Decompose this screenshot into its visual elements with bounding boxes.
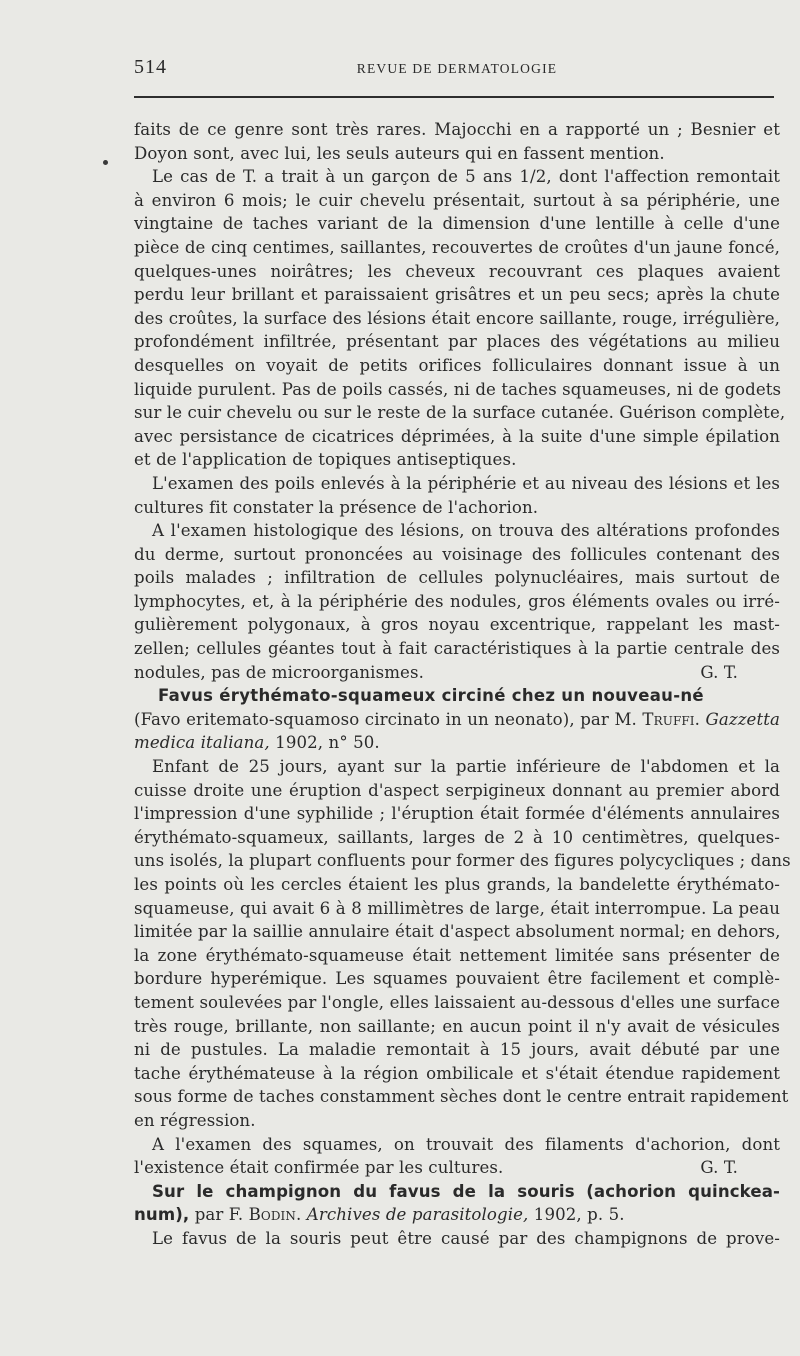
journal-title: medica italiana, [134,733,270,753]
text-line: l'impression d'une syphilide ; l'éruption était formée d'éléments annulaires [134,804,780,824]
citation-line [134,708,780,732]
text-line [134,661,780,685]
author-name: Truffi. [642,709,701,729]
text-line: uns isolés, la plupart confluents pour former des figures polycycliques ; dans [134,851,791,871]
citation-text: 1902, n° 50. [275,733,380,753]
author-signature: G. T. [700,662,738,682]
text-line: en régression. [134,1110,256,1130]
text-line: A l'examen des squames, on trouvait des filaments d'achorion, dont [152,1134,780,1154]
text-line: zellen; cellules géantes tout à fait caractéristiques à la partie centrale des [134,639,780,659]
text-line: Doyon sont, avec lui, les seuls auteurs qui en fassent mention. [134,143,665,163]
text-line: profondément infiltrée, présentant par places des végétations au milieu [134,332,780,352]
author-signature: G. T. [700,1158,738,1178]
text-line: Le cas de T. a trait à un garçon de 5 ans 1/2, dont l'affection remontait [152,167,780,187]
text-line: la zone érythémato-squameuse était nettement limitée sans présenter de [134,945,780,965]
article-title: num), [134,1205,190,1225]
text-line: L'examen des poils enlevés à la périphérie et au niveau des lésions et les [152,473,780,493]
page-header [134,56,780,86]
journal-title: Gazzetta [705,709,780,729]
text-line: Le favus de la souris peut être causé par des champignons de prove- [152,1228,780,1248]
text-line: cuisse droite une éruption d'aspect serpigineux donnant au premier abord [134,780,780,800]
text-line: érythémato-squameux, saillants, larges de 2 à 10 centimètres, quelques- [134,827,780,847]
text-line: pièce de cinq centimes, saillantes, recouvertes de croûtes d'un jaune foncé, [134,237,780,257]
text-line: cultures fit constater la présence de l'achorion. [134,497,539,517]
text-fragment: nodules, pas de microorganismes. [134,662,424,682]
journal-title: Archives de parasitologie, [306,1205,529,1225]
text-line: poils malades ; infiltration de cellules polynucléaires, mais surtout de [134,568,780,588]
text-line: squameuse, qui avait 6 à 8 millimètres de large, était interrompue. La peau [134,898,780,918]
text-line: très rouge, brillante, non saillante; en aucun point il n'y avait de vésicules [134,1016,780,1036]
text-line: les points où les cercles étaient les plus grands, la bandelette érythémato- [134,875,780,894]
page-number: 514 [134,56,167,78]
text-line: sur le cuir chevelu ou sur le reste de la surface cutanée. Guérison complète, [134,403,786,423]
text-line: bordure hyperémique. Les squames pouvaient être facilement et complè- [134,969,780,989]
text-line: limitée par la saillie annulaire était d'aspect absolument normal; en dehors, [134,922,781,942]
text-line: gulièrement polygonaux, à gros noyau excentrique, rappelant les mast- [134,615,780,635]
text-line: liquide purulent. Pas de poils cassés, ni de taches squameuses, ni de godets [134,379,782,399]
print-speck [103,160,108,165]
article-title: Sur le champignon du favus de la souris [152,1181,575,1201]
text-line: Enfant de 25 jours, ayant sur la partie inférieure de l'abdomen et la [152,757,780,777]
text-line: vingtaine de taches variant de la dimension d'une lentille à celle d'une [134,214,780,234]
citation-text: (Favo eritemato-squamoso circinato in un neonato), par M. [134,709,637,729]
text-line: tache érythémateuse à la région ombilicale et s'était étendue rapidement [134,1063,780,1083]
text-line: tement soulevées par l'ongle, elles laissaient au-dessous d'elles une surface [134,992,780,1012]
citation-line [134,1203,780,1227]
citation-text: 1902, p. 5. [533,1205,625,1225]
text-line: A l'examen histologique des lésions, on trouva des altérations profondes [152,521,780,541]
text-line: lymphocytes, et, à la périphérie des nodules, gros éléments ovales ou irré- [134,591,780,611]
article-title: (achorion quinckea- [586,1181,780,1201]
text-line: perdu leur brillant et paraissaient grisâtres et un peu secs; après la chute [134,285,780,305]
text-line: desquelles on voyait de petits orifices folliculaires donnant issue à un [134,355,780,375]
citation-line [134,731,780,755]
text-line: sous forme de taches constamment sèches dont le centre entrait rapidement [134,1087,789,1107]
article-title: Favus érythémato-squameux circiné chez un nouveau-né [158,686,704,706]
text-line: ni de pustules. La maladie remontait à 15 jours, avait débuté par une [134,1040,780,1060]
text-fragment: l'existence était confirmée par les cultures. [134,1158,504,1178]
text-line: quelques-unes noirâtres; les cheveux recouvrant ces plaques avaient [134,261,780,281]
body-text [134,118,791,1251]
text-line: et de l'application de topiques antiseptiques. [134,450,517,470]
citation-text: par F. [194,1205,244,1225]
author-name: Bodin. [248,1205,302,1225]
article-title-line [134,1180,780,1204]
running-title: REVUE DE DERMATOLOGIE [356,61,558,76]
text-line: du derme, surtout prononcées au voisinage des follicules contenant des [134,544,780,564]
text-line: des croûtes, la surface des lésions était encore saillante, rouge, irrégulière, [134,308,780,328]
text-line: avec persistance de cicatrices déprimées, à la suite d'une simple épilation [134,426,780,446]
text-line: faits de ce genre sont très rares. Majocchi en a rapporté un ; Besnier et [134,120,780,139]
text-line: à environ 6 mois; le cuir chevelu présentait, surtout à sa périphérie, une [134,190,780,210]
header-rule [134,96,774,98]
text-line [134,1156,780,1180]
